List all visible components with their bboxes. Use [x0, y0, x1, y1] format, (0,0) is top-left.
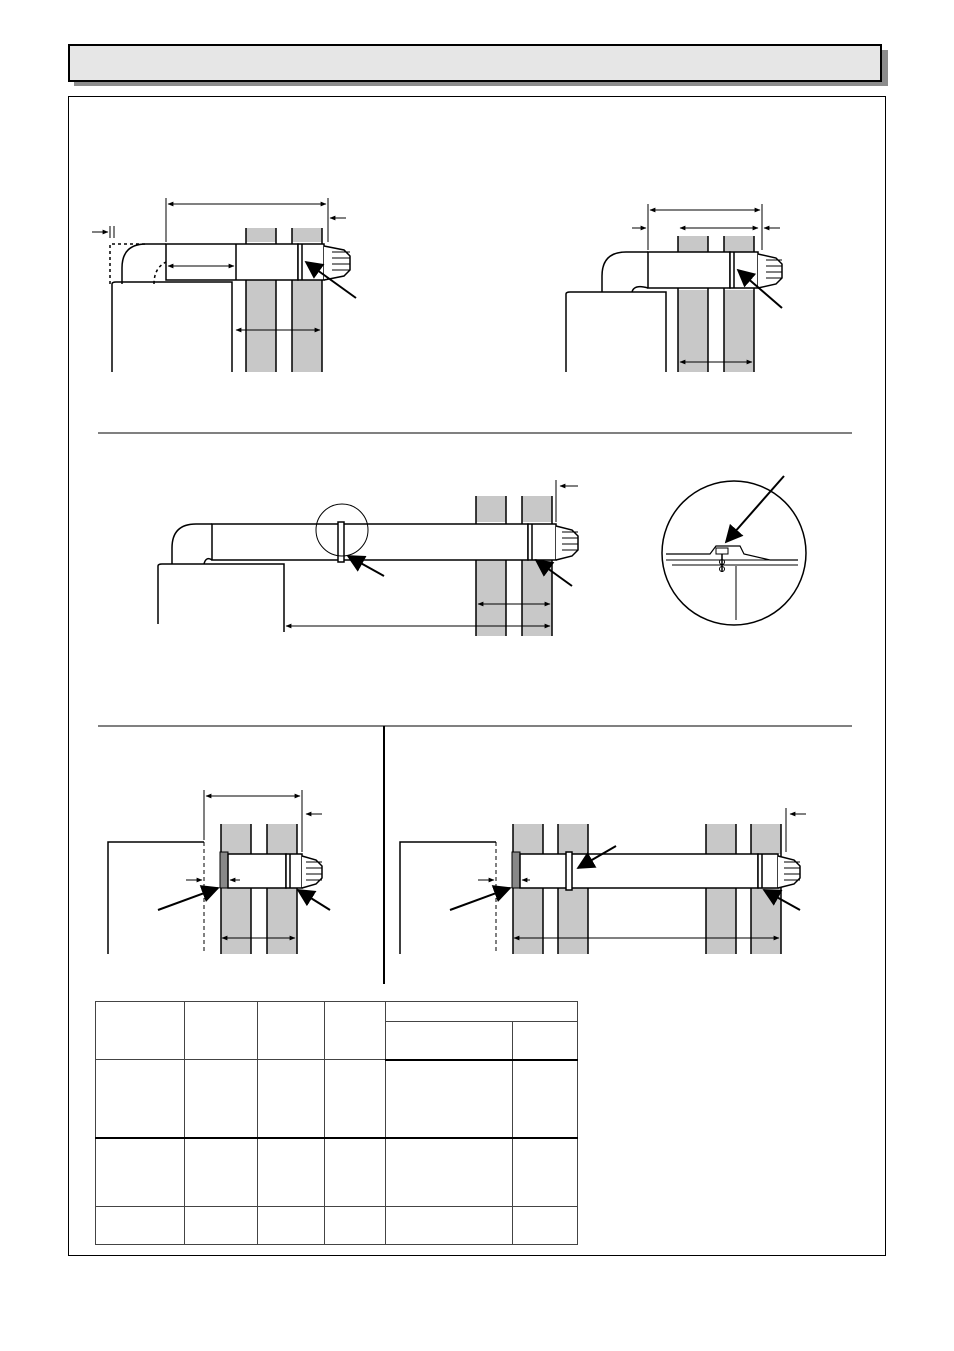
table-cell: [96, 1138, 185, 1206]
table-cell: [513, 1060, 578, 1138]
table-cell: [386, 1138, 513, 1206]
table-cell: [325, 1138, 386, 1206]
table-cell: [258, 1060, 325, 1138]
fig-middle: [158, 480, 578, 636]
wall-brick: [267, 888, 297, 954]
wall-brick: [706, 824, 736, 854]
fig-bottom-left: [108, 790, 330, 954]
wall-brick: [678, 290, 708, 372]
table-header-cell: [185, 1002, 258, 1060]
fig-top-left: [92, 198, 356, 372]
wall-brick: [292, 280, 322, 372]
wall-brick: [558, 888, 588, 954]
table-row: [96, 1206, 578, 1244]
table-cell: [96, 1060, 185, 1138]
fig-bottom-right: [400, 808, 806, 954]
wall-brick: [724, 290, 754, 372]
table-cell: [513, 1206, 578, 1244]
wall-brick: [522, 560, 552, 636]
table-header-cell: [258, 1002, 325, 1060]
wall-brick: [221, 824, 251, 854]
wall-brick: [751, 824, 781, 854]
table-cell: [325, 1060, 386, 1138]
wall-brick: [246, 228, 276, 242]
table-cell: [386, 1060, 513, 1138]
table-cell: [96, 1206, 185, 1244]
table-cell: [513, 1138, 578, 1206]
wall-brick: [476, 496, 506, 522]
table-cell: [258, 1206, 325, 1244]
table-cell: [325, 1206, 386, 1244]
wall-brick: [221, 888, 251, 954]
wall-brick: [513, 824, 543, 854]
wall-brick: [522, 496, 552, 522]
wall-brick: [292, 228, 322, 242]
table-cell: [386, 1206, 513, 1244]
table-header-cell: [513, 1022, 578, 1060]
wall-brick: [513, 888, 543, 954]
fig-detail-clamp: [662, 476, 806, 625]
table-cell: [258, 1138, 325, 1206]
wall-brick: [724, 236, 754, 252]
table-cell: [185, 1060, 258, 1138]
table-header-cell: [96, 1002, 185, 1060]
wall-brick: [678, 236, 708, 252]
table-row: [96, 1060, 578, 1138]
table-row: [96, 1138, 578, 1206]
table-cell: [185, 1138, 258, 1206]
wall-brick: [246, 280, 276, 372]
fig-top-right: [566, 204, 782, 372]
spec-table: [95, 1001, 578, 1245]
wall-brick: [267, 824, 297, 854]
table-header-cell: [325, 1002, 386, 1060]
wall-brick: [558, 824, 588, 854]
wall-brick: [476, 560, 506, 636]
table-cell: [185, 1206, 258, 1244]
wall-brick: [706, 888, 736, 954]
table-header-cell: [386, 1002, 578, 1022]
table-header-cell: [386, 1022, 513, 1060]
